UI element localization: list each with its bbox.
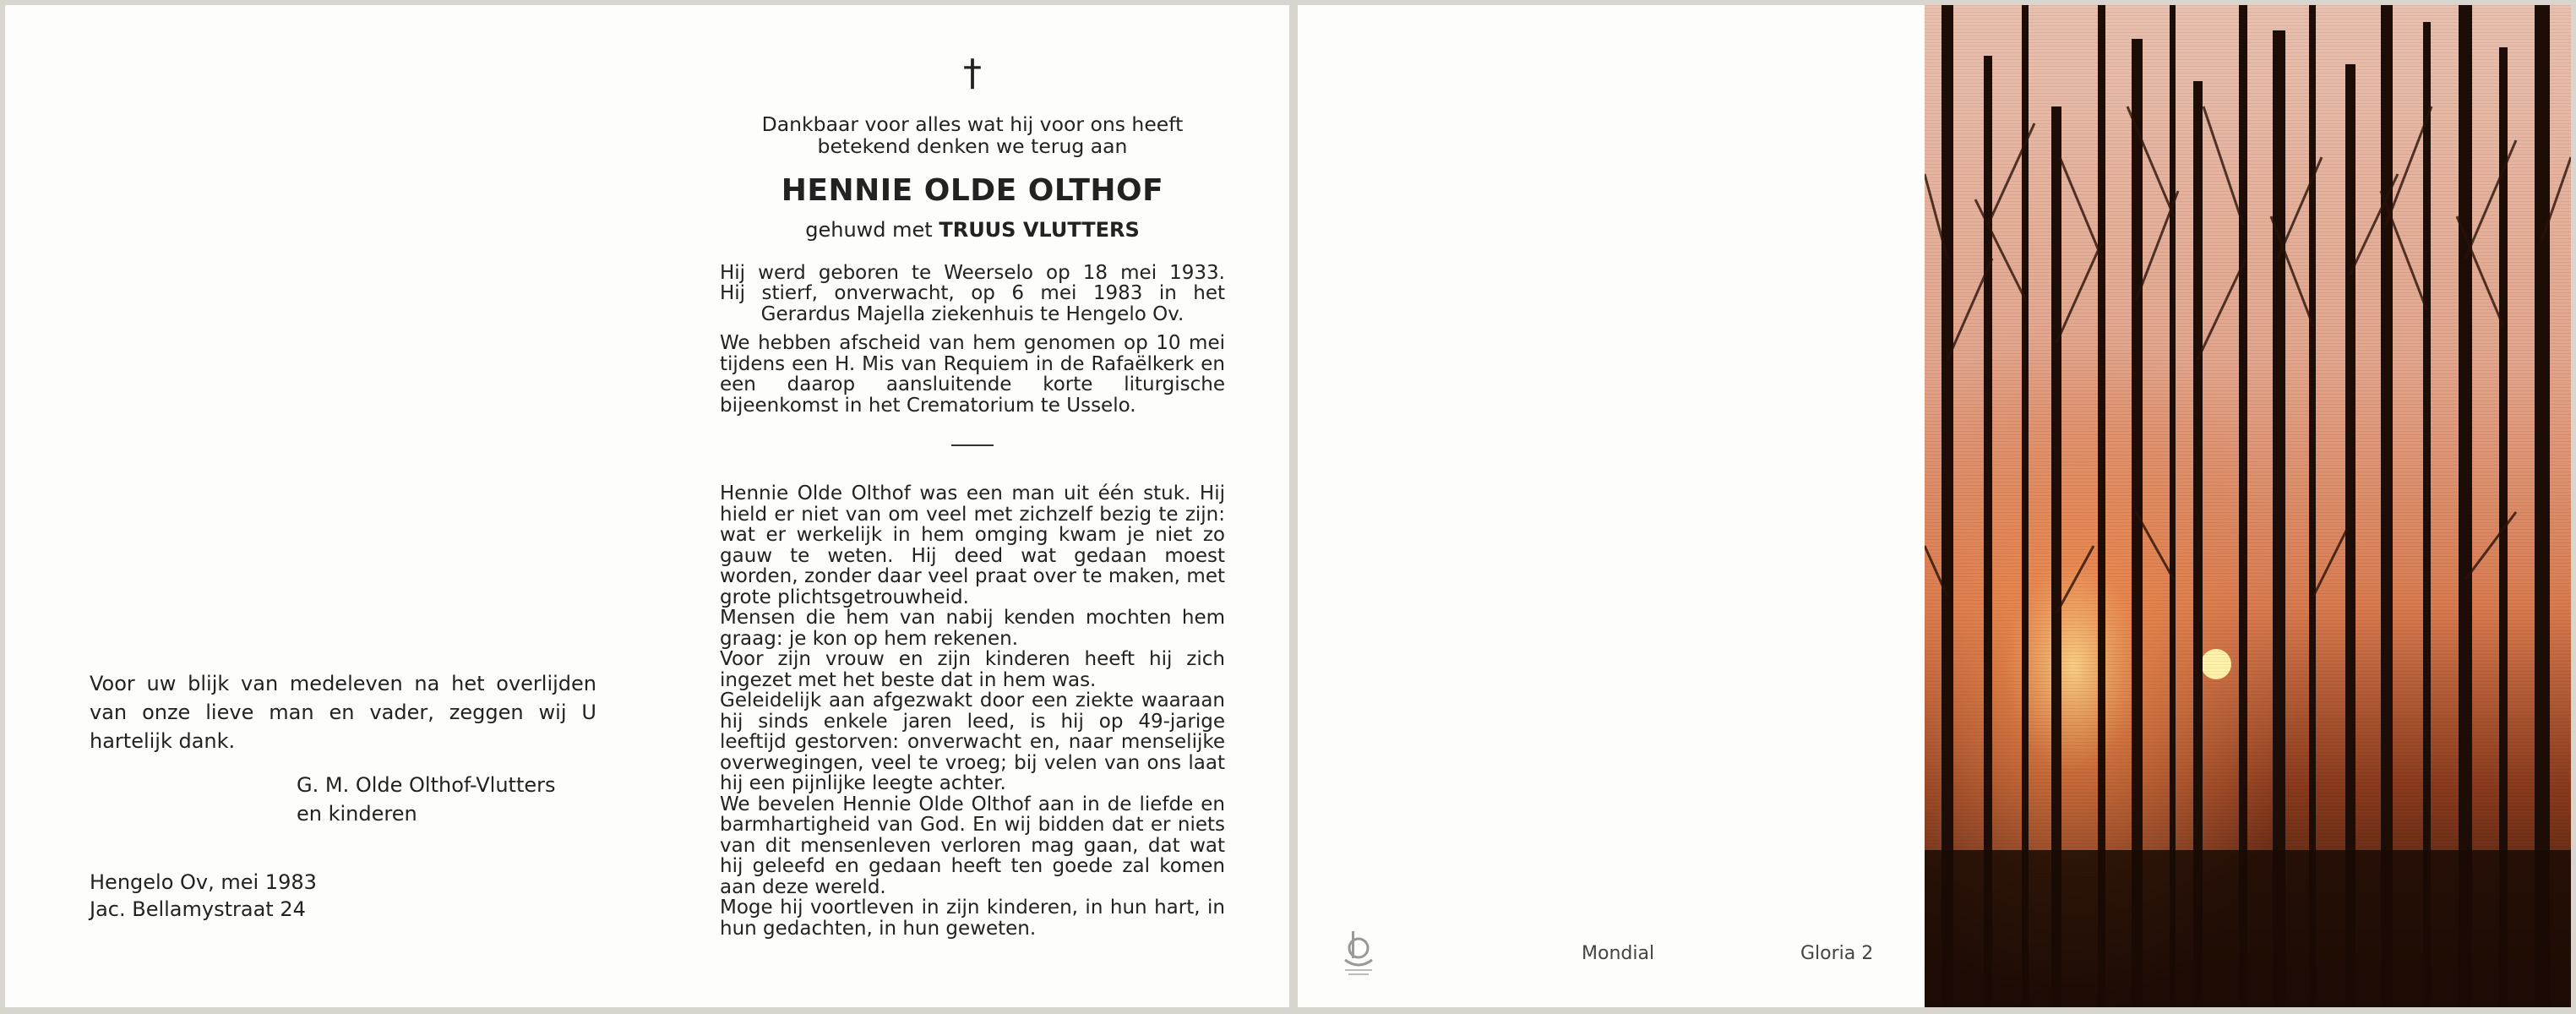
tribute-paragraph: Moge hij voortleven in zijn kinderen, in hun hart, in hun gedachten, in hun geweten. (720, 897, 1225, 940)
signature-children: en kinderen (297, 802, 417, 826)
memorial-card-outside (1298, 5, 2571, 1007)
born-line-1: Hij werd geboren te Weerselo op 18 mei 1933. (720, 261, 1225, 284)
tribute-paragraph: We bevelen Hennie Olde Olthof aan in de liefde en barmhartigheid van God. En wij bidden dat er niets van dit mensenleven verloren mag gaan, dat wat hij geleefd en gedaan heeft ten goede zal komen aan deze wereld. (720, 793, 1225, 898)
married-line (720, 220, 1225, 241)
farewell-paragraph: We hebben afscheid van hem genomen op 10 mei tijdens een H. Mis van Requiem in de Rafaëlkerk en een daarop aansluitende korte liturgische bijeenkomst in het Crematorium te Usselo. (720, 332, 1225, 417)
tribute-paragraph: Hennie Olde Olthof was een man uit één stuk. Hij hield er niet van om veel met zichzelf bezig te zijn: wat er werkelijk in hem omging kwam je niet zo gauw te weten. Hij deed wat gedaan moest worden, zonder daar veel praat over te maken, met grote plichtsgetrouwheid. (720, 482, 1225, 608)
thanks-section (90, 669, 596, 828)
tribute-text (720, 483, 1225, 939)
street-address: Jac. Bellamystraat 24 (90, 897, 306, 921)
publisher-logo-icon (1340, 930, 1377, 979)
sunset-forest-image (1925, 5, 2571, 1007)
cross-icon: † (963, 52, 982, 95)
tribute-paragraph: Voor zijn vrouw en zijn kinderen heeft hij zich ingezet met het beste dat in hem was. (720, 648, 1225, 691)
place-date: Hengelo Ov, mei 1983 (90, 870, 317, 894)
tribute-paragraph: Mensen die hem van nabij kenden mochten hem graag: je kon op hem rekenen. (720, 607, 1225, 650)
signature (297, 771, 596, 828)
series-label: Gloria 2 (1800, 943, 1874, 964)
memorial-text (720, 52, 1225, 939)
tribute-paragraph: Geleidelijk aan afgezwakt door een ziekte waaraan hij sinds enkele jaren leed, is hij op 49-jarige leeftijd gestorven: onverwacht en, naar menselijke overwegingen, veel te vroeg; bij velen van ons laat hij een pijnlijke leegte achter. (720, 690, 1225, 794)
intro-line-1: Dankbaar voor alles wat hij voor ons heeft (761, 112, 1184, 136)
sender-address (90, 869, 317, 923)
born-line-3: Gerardus Majella ziekenhuis te Hengelo Ov. (760, 303, 1185, 325)
divider (951, 444, 994, 446)
born-line-2: Hij stierf, onverwacht, op 6 mei 1983 in het (720, 282, 1225, 304)
brand-label: Mondial (1582, 943, 1655, 964)
birth-death-info (720, 263, 1225, 325)
spouse-name: TRUUS VLUTTERS (939, 218, 1140, 242)
deceased-name: HENNIE OLDE OLTHOF (781, 173, 1164, 208)
memorial-card-inside (5, 5, 1289, 1007)
signature-name: G. M. Olde Olthof-Vlutters (297, 773, 556, 797)
intro-line-2: betekend denken we terug aan (817, 134, 1128, 158)
thanks-message: Voor uw blijk van medeleven na het overlijden van onze lieve man en vader, zeggen wij U hartelijk dank. (90, 672, 596, 753)
married-prefix: gehuwd met (805, 218, 933, 242)
